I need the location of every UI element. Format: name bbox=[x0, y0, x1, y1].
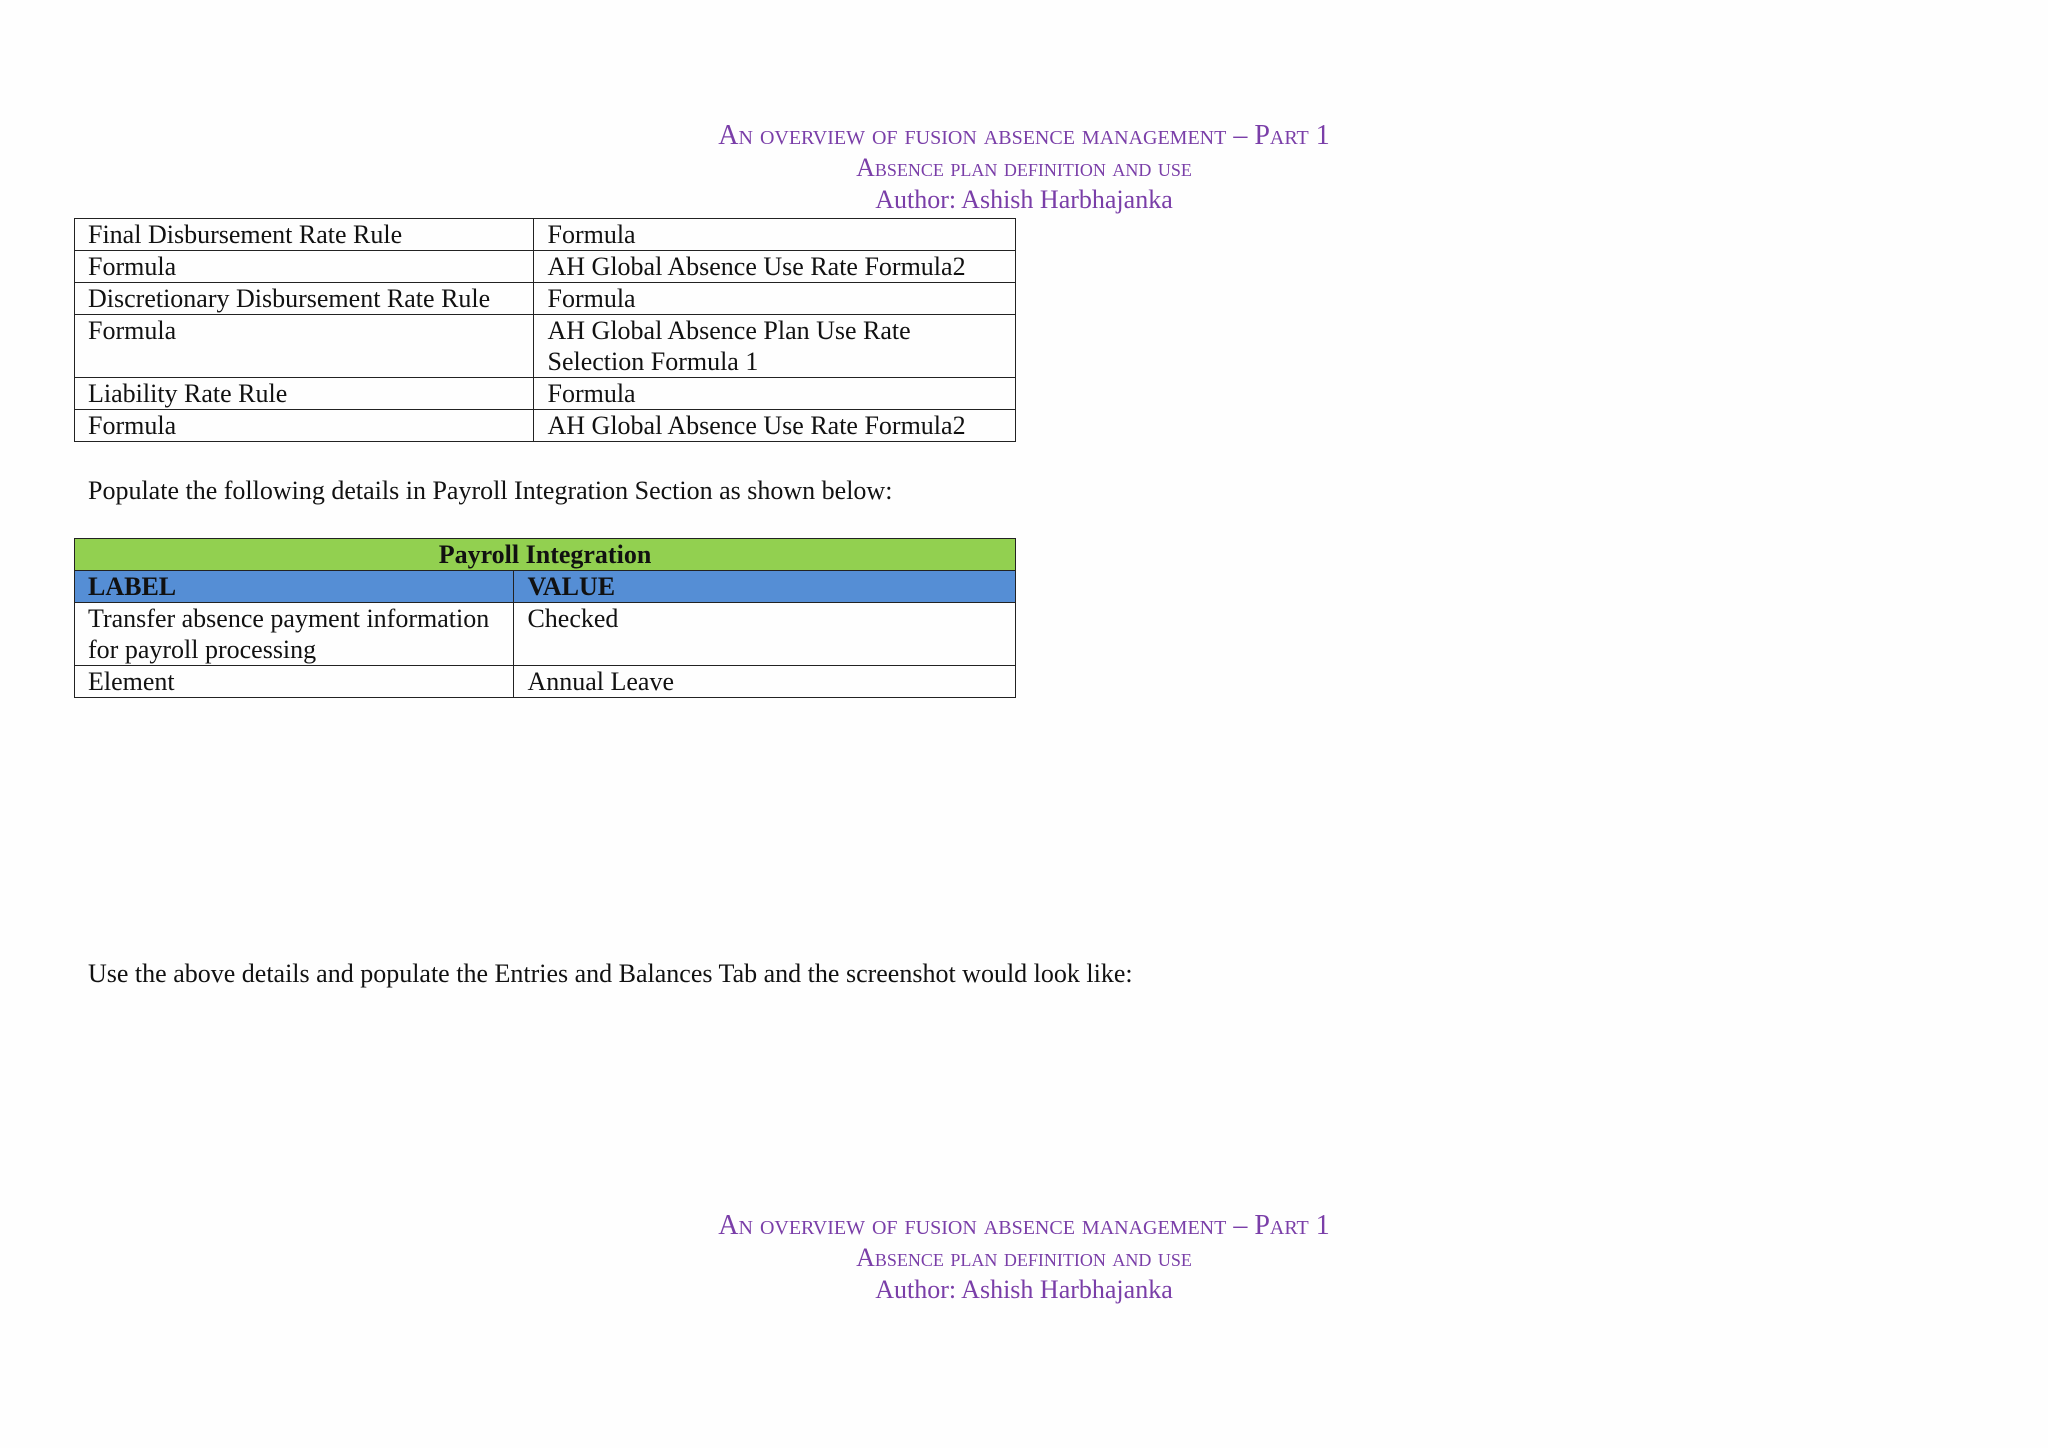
table-cell: Element bbox=[75, 666, 514, 698]
table-title-row bbox=[75, 539, 1016, 571]
page-header-bottom bbox=[0, 1210, 2048, 1306]
instruction-paragraph-entries: Use the above details and populate the Entries and Balances Tab and the screenshot would look like: bbox=[88, 959, 1133, 988]
column-header-value: VALUE bbox=[514, 571, 1016, 603]
table-cell: Transfer absence payment information for payroll processing bbox=[75, 603, 514, 666]
header-title: An overview of fusion absence management – Part 1 bbox=[718, 120, 1330, 151]
header-subtitle: Absence plan definition and use bbox=[856, 1243, 1192, 1272]
column-header-label: LABEL bbox=[75, 571, 514, 603]
table-cell: Formula bbox=[75, 315, 534, 378]
table-cell: Formula bbox=[534, 283, 1016, 315]
table-row bbox=[75, 251, 1016, 283]
header-author: Author: Ashish Harbhajanka bbox=[875, 1275, 1173, 1304]
table-cell: AH Global Absence Use Rate Formula2 bbox=[534, 410, 1016, 442]
table-cell: Annual Leave bbox=[514, 666, 1016, 698]
table-cell: Formula bbox=[75, 410, 534, 442]
table-row bbox=[75, 410, 1016, 442]
table-title: Payroll Integration bbox=[75, 539, 1016, 571]
table-cell: AH Global Absence Plan Use Rate Selection Formula 1 bbox=[534, 315, 1016, 378]
table-header-row bbox=[75, 571, 1016, 603]
table-cell: Final Disbursement Rate Rule bbox=[75, 219, 534, 251]
instruction-paragraph-payroll: Populate the following details in Payroll Integration Section as shown below: bbox=[88, 476, 893, 505]
payroll-integration-table bbox=[74, 538, 1016, 698]
table-row bbox=[75, 378, 1016, 410]
table-cell: Checked bbox=[514, 603, 1016, 666]
table-cell: AH Global Absence Use Rate Formula2 bbox=[534, 251, 1016, 283]
table-cell: Discretionary Disbursement Rate Rule bbox=[75, 283, 534, 315]
table-row bbox=[75, 666, 1016, 698]
rate-rules-table bbox=[74, 218, 1016, 442]
table-row bbox=[75, 219, 1016, 251]
table-row bbox=[75, 283, 1016, 315]
table-cell: Formula bbox=[75, 251, 534, 283]
header-author: Author: Ashish Harbhajanka bbox=[875, 185, 1173, 214]
table-cell: Formula bbox=[534, 219, 1016, 251]
table-cell: Formula bbox=[534, 378, 1016, 410]
header-title: An overview of fusion absence management – Part 1 bbox=[718, 1210, 1330, 1241]
table-row bbox=[75, 315, 1016, 378]
table-cell: Liability Rate Rule bbox=[75, 378, 534, 410]
page-header-top bbox=[0, 120, 2048, 216]
header-subtitle: Absence plan definition and use bbox=[856, 153, 1192, 182]
table-row bbox=[75, 603, 1016, 666]
